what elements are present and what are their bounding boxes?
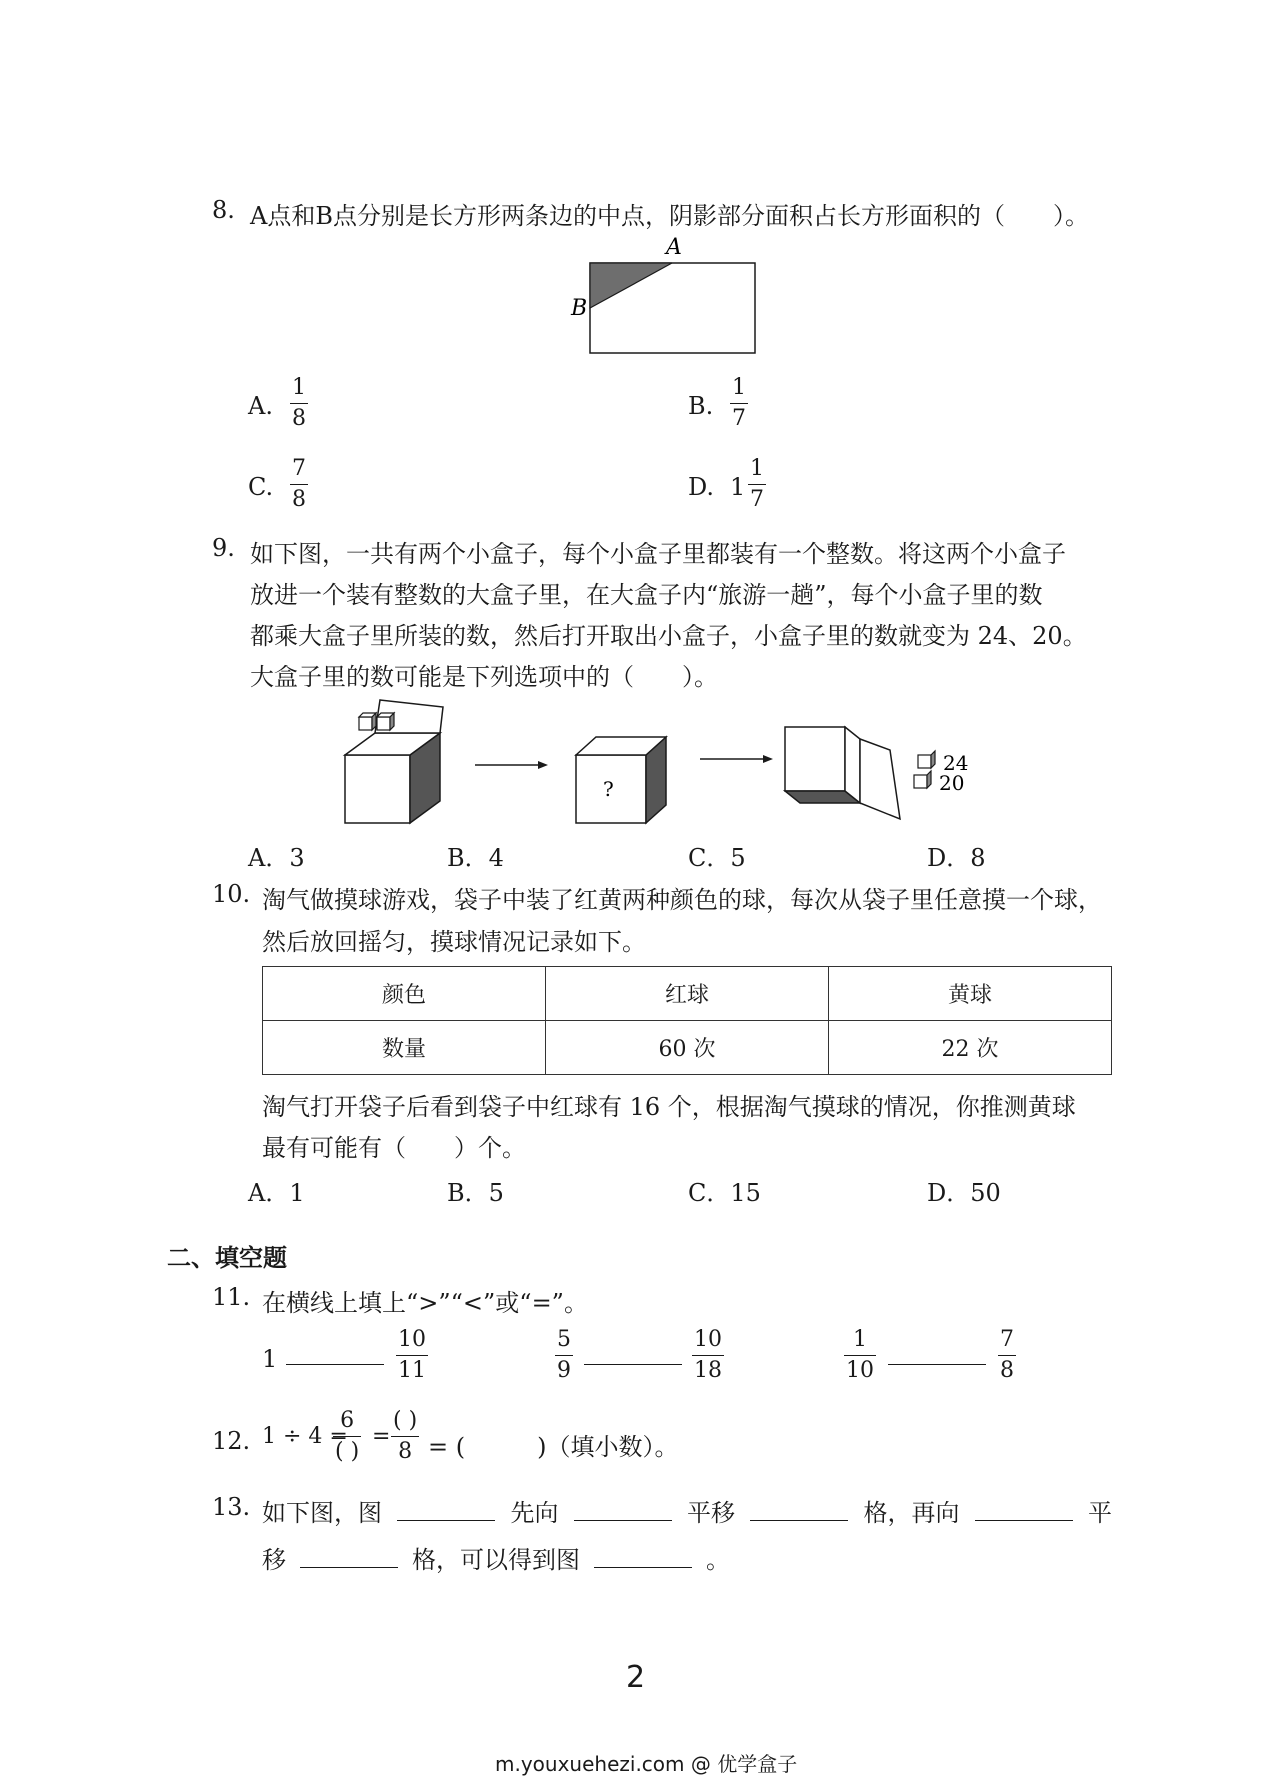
table-row	[263, 967, 1112, 1021]
shaded-triangle	[590, 263, 672, 308]
denominator: 8	[292, 406, 306, 431]
q10-after-line-1: 淘气打开袋子后看到袋子中红球有 16 个，根据淘气摸球的情况，你推测黄球	[262, 1093, 1076, 1121]
numerator: 5	[557, 1327, 571, 1352]
q9-line-2: 放进一个装有整数的大盒子里，在大盒子内“旅游一趟”，每个小盒子里的数	[250, 581, 1043, 609]
q8-number: 8.	[212, 196, 235, 224]
denominator: 7	[732, 406, 746, 431]
result-value-2: 20	[939, 771, 965, 795]
denominator: 7	[750, 487, 764, 512]
arrow-icon	[700, 755, 773, 763]
q13-number: 13.	[212, 1493, 251, 1521]
q10-after-line-2: 最有可能有（ ）个。	[262, 1134, 526, 1162]
answer-blank[interactable]	[397, 1494, 495, 1521]
q9-box-diagram	[340, 695, 1000, 830]
answer-blank[interactable]	[750, 1494, 848, 1521]
table-cell: 红球	[546, 967, 829, 1021]
q13-text: 格，再向	[863, 1499, 960, 1527]
numerator: 10	[398, 1327, 426, 1352]
q11-question-text: 在横线上填上“>”“<”或“=”。	[262, 1289, 588, 1317]
numerator: 1	[292, 375, 306, 400]
q13-text: 如下图，图	[262, 1499, 382, 1527]
numerator: 10	[694, 1327, 722, 1352]
answer-blank[interactable]	[574, 1494, 672, 1521]
denominator: ( )	[335, 1439, 360, 1464]
point-b-label: B	[571, 296, 588, 321]
q8-rectangle-figure	[565, 232, 765, 360]
arrow-icon	[475, 761, 548, 769]
q9-option-c: C．5	[688, 844, 746, 872]
table-cell: 黄球	[829, 967, 1112, 1021]
q12-fraction-1	[333, 1407, 361, 1466]
q12-fraction-2	[391, 1407, 419, 1466]
q12-equals: =	[372, 1424, 391, 1449]
q9-option-a: A．3	[248, 844, 305, 872]
q8-option-d-whole: 1	[730, 473, 746, 501]
q10-line-1: 淘气做摸球游戏，袋子中装了红黄两种颜色的球，每次从袋子里任意摸一个球，	[262, 886, 1102, 914]
q8-option-c-fraction	[290, 455, 308, 514]
q10-option-a: A．1	[248, 1179, 305, 1207]
q8-option-b-letter: B.	[688, 392, 714, 420]
numerator: 7	[292, 456, 306, 481]
result-value-1: 24	[943, 751, 969, 775]
page-number: 2	[626, 1660, 646, 1695]
q12-tail: = ( )（填小数）。	[428, 1433, 679, 1461]
denominator: 8	[292, 487, 306, 512]
numerator: 1	[853, 1327, 867, 1352]
q10-line-2: 然后放回摇匀，摸球情况记录如下。	[262, 928, 646, 956]
denominator: 10	[846, 1358, 874, 1383]
q9-option-b: B．4	[447, 844, 504, 872]
answer-blank[interactable]	[594, 1541, 692, 1568]
denominator: 11	[398, 1358, 426, 1383]
q13-line-2	[262, 1540, 730, 1575]
q10-option-c: C．15	[688, 1179, 761, 1207]
numerator: ( )	[393, 1408, 418, 1433]
denominator: 8	[398, 1439, 413, 1464]
q12-number: 12.	[212, 1427, 251, 1455]
numerator: 7	[1000, 1327, 1014, 1352]
q8-question-text: A点和B点分别是长方形两条边的中点，阴影部分面积占长方形面积的（ ）。	[250, 202, 1089, 230]
numerator: 1	[750, 456, 764, 481]
table-row	[263, 1021, 1112, 1075]
numerator: 1	[732, 375, 746, 400]
answer-blank[interactable]	[300, 1541, 398, 1568]
q11-c2-right-fraction	[692, 1326, 724, 1385]
q10-number: 10.	[212, 880, 251, 908]
closed-box-illustration	[576, 737, 666, 823]
q8-option-a-fraction	[290, 374, 308, 433]
answer-blank[interactable]	[286, 1338, 384, 1371]
q11-c2-left-fraction	[555, 1326, 573, 1385]
table-cell: 颜色	[263, 967, 546, 1021]
q11-number: 11.	[212, 1283, 251, 1311]
numerator: 6	[340, 1408, 355, 1433]
denominator: 18	[694, 1358, 722, 1383]
opened-box-illustration	[785, 727, 968, 819]
footer-watermark: m.youxuehezi.com @ 优学盒子	[495, 1752, 798, 1776]
q8-option-d-fraction	[748, 455, 766, 514]
q8-option-d-letter: D.	[688, 473, 715, 501]
q10-option-d: D．50	[927, 1179, 1001, 1207]
q9-line-4: 大盒子里的数可能是下列选项中的（ ）。	[250, 663, 718, 691]
q13-text: 平移	[687, 1499, 735, 1527]
section-title: 二、填空题	[167, 1244, 287, 1272]
q11-c1-fraction	[396, 1326, 428, 1385]
q8-option-b-fraction	[730, 374, 748, 433]
q8-option-c-letter: C.	[248, 473, 274, 501]
q9-line-1: 如下图，一共有两个小盒子，每个小盒子里都装有一个整数。将这两个小盒子	[250, 540, 1066, 568]
q10-option-b: B．5	[447, 1179, 504, 1207]
table-cell: 22 次	[829, 1021, 1112, 1075]
answer-blank[interactable]	[975, 1494, 1073, 1521]
q13-line-1	[262, 1493, 1112, 1528]
q11-c1-left: 1	[262, 1345, 278, 1373]
q13-text: 先向	[510, 1499, 559, 1527]
q9-number: 9.	[212, 534, 235, 562]
q13-text: 格，可以得到图	[412, 1546, 580, 1574]
q13-text: 。	[706, 1546, 730, 1574]
open-box-illustration	[345, 700, 443, 823]
table-cell: 60 次	[546, 1021, 829, 1075]
q10-record-table	[262, 966, 1112, 1075]
table-cell: 数量	[263, 1021, 546, 1075]
q11-c3-right-fraction	[998, 1326, 1016, 1385]
q11-c3-left-fraction	[844, 1326, 876, 1385]
q13-text: 平	[1088, 1499, 1112, 1527]
answer-blank[interactable]	[888, 1338, 986, 1371]
denominator: 8	[1000, 1358, 1014, 1383]
answer-blank[interactable]	[584, 1338, 682, 1371]
denominator: 9	[557, 1358, 571, 1383]
q12-lead: 1 ÷ 4 =	[262, 1424, 348, 1449]
box-question-mark: ?	[603, 777, 614, 801]
q13-text: 移	[262, 1546, 286, 1574]
q9-option-d: D．8	[927, 844, 986, 872]
point-a-label: A	[666, 235, 682, 260]
q9-line-3: 都乘大盒子里所装的数，然后打开取出小盒子，小盒子里的数就变为 24、20。	[250, 622, 1087, 650]
q8-option-a-letter: A.	[248, 392, 273, 420]
